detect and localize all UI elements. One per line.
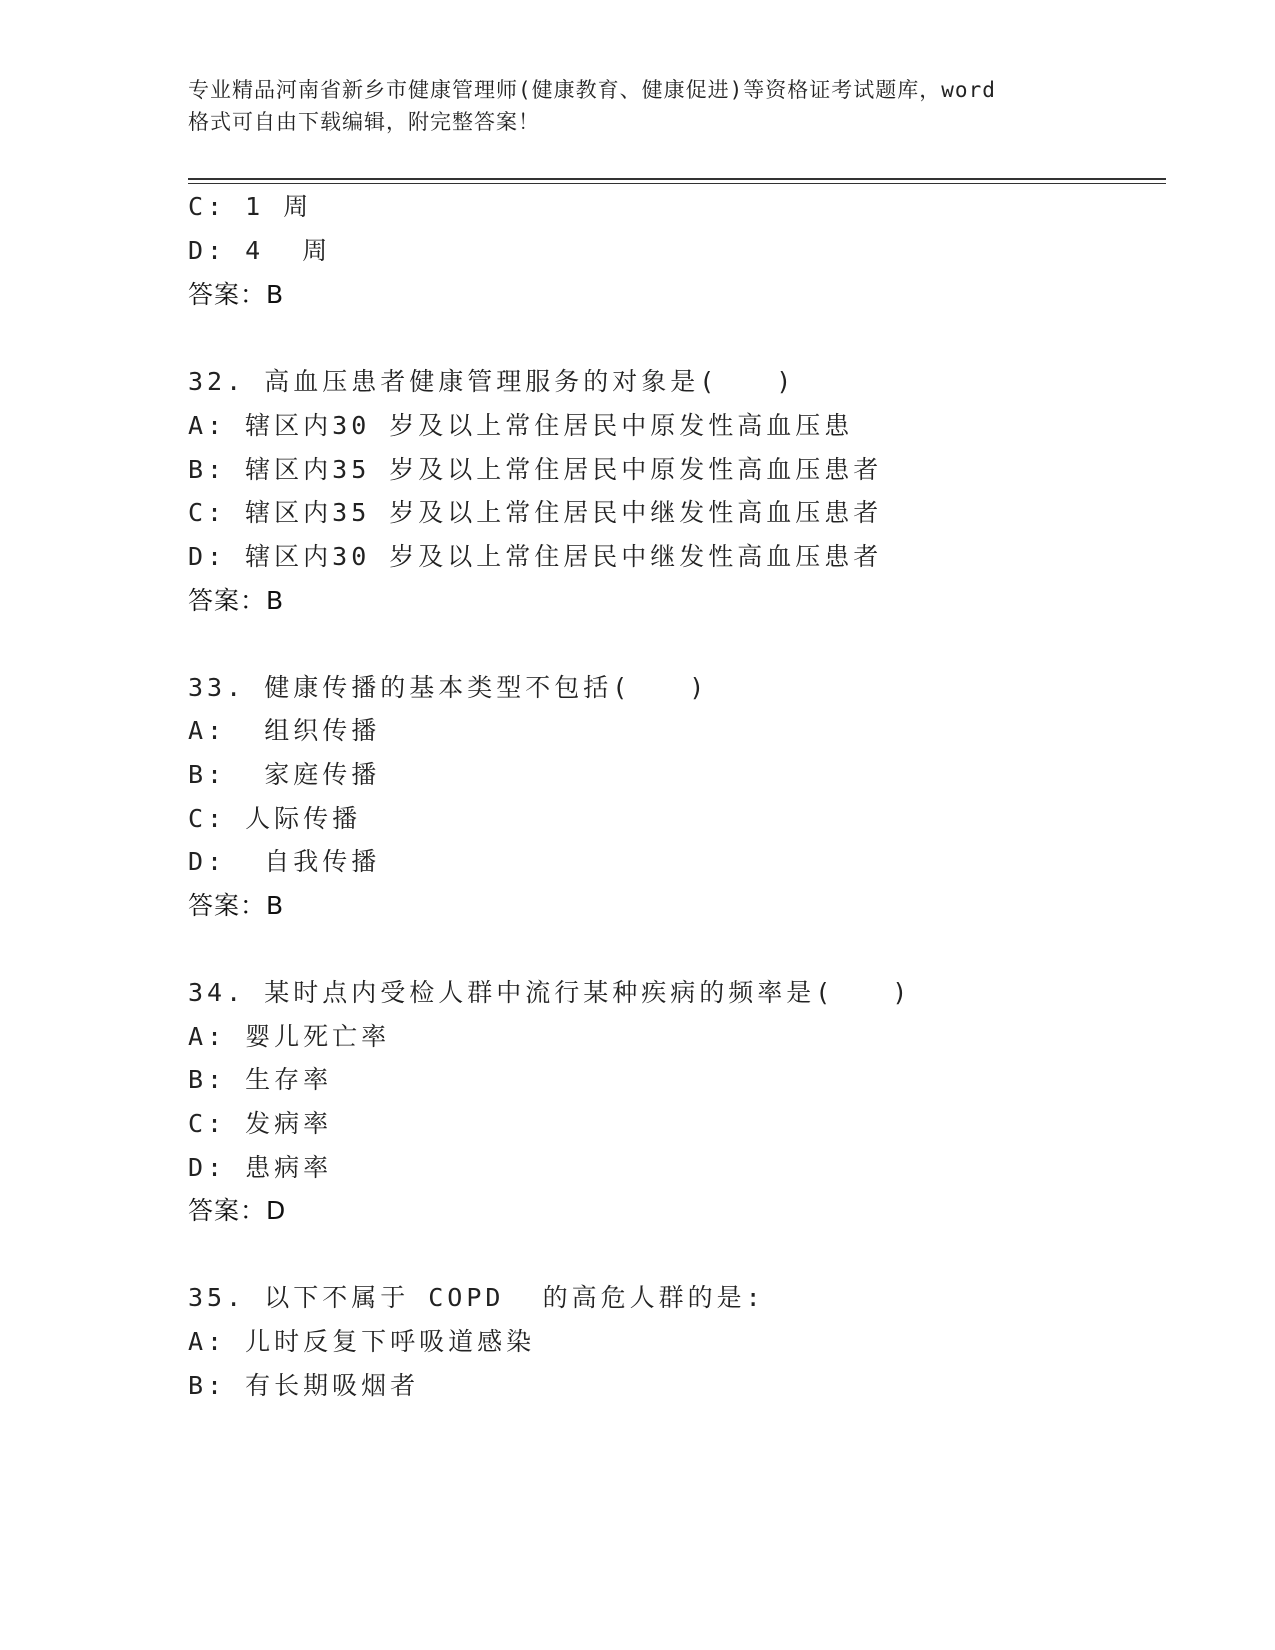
option-c: C: 发病率 xyxy=(188,1109,333,1138)
option-d: D: 患病率 xyxy=(188,1153,333,1182)
option-c: C: 1 周 xyxy=(188,192,313,221)
option-d: D: 4 周 xyxy=(188,236,332,265)
question-stem: 33. 健康传播的基本类型不包括( ) xyxy=(188,673,709,702)
header-rule-thin xyxy=(188,183,1166,184)
answer-line: 答案：D xyxy=(188,1196,287,1225)
option-b: B: 家庭传播 xyxy=(188,760,381,789)
answer-line: 答案：B xyxy=(188,891,285,920)
header-rule-thick xyxy=(188,178,1166,180)
header-line-1: 专业精品河南省新乡市健康管理师(健康教育、健康促进)等资格证考试题库，word xyxy=(188,78,996,102)
option-b: B: 有长期吸烟者 xyxy=(188,1371,420,1400)
option-d: D: 辖区内30 岁及以上常住居民中继发性高血压患者 xyxy=(188,542,883,571)
option-c: C: 人际传播 xyxy=(188,804,362,833)
option-b: B: 辖区内35 岁及以上常住居民中原发性高血压患者 xyxy=(188,455,883,484)
answer-line: 答案：B xyxy=(188,280,285,309)
option-a: A: 组织传播 xyxy=(188,716,381,745)
question-stem: 34. 某时点内受检人群中流行某种疾病的频率是( ) xyxy=(188,978,912,1007)
answer-line: 答案：B xyxy=(188,586,285,615)
option-c: C: 辖区内35 岁及以上常住居民中继发性高血压患者 xyxy=(188,498,883,527)
option-a: A: 辖区内30 岁及以上常住居民中原发性高血压患 xyxy=(188,411,854,440)
question-stem: 35. 以下不属于 COPD 的高危人群的是: xyxy=(188,1283,765,1312)
option-d: D: 自我传播 xyxy=(188,847,381,876)
question-stem: 32. 高血压患者健康管理服务的对象是( ) xyxy=(188,367,796,396)
document-header xyxy=(188,74,1108,138)
option-a: A: 儿时反复下呼吸道感染 xyxy=(188,1327,536,1356)
option-b: B: 生存率 xyxy=(188,1065,333,1094)
header-line-2: 格式可自由下载编辑，附完整答案！ xyxy=(188,110,540,134)
option-a: A: 婴儿死亡率 xyxy=(188,1022,391,1051)
